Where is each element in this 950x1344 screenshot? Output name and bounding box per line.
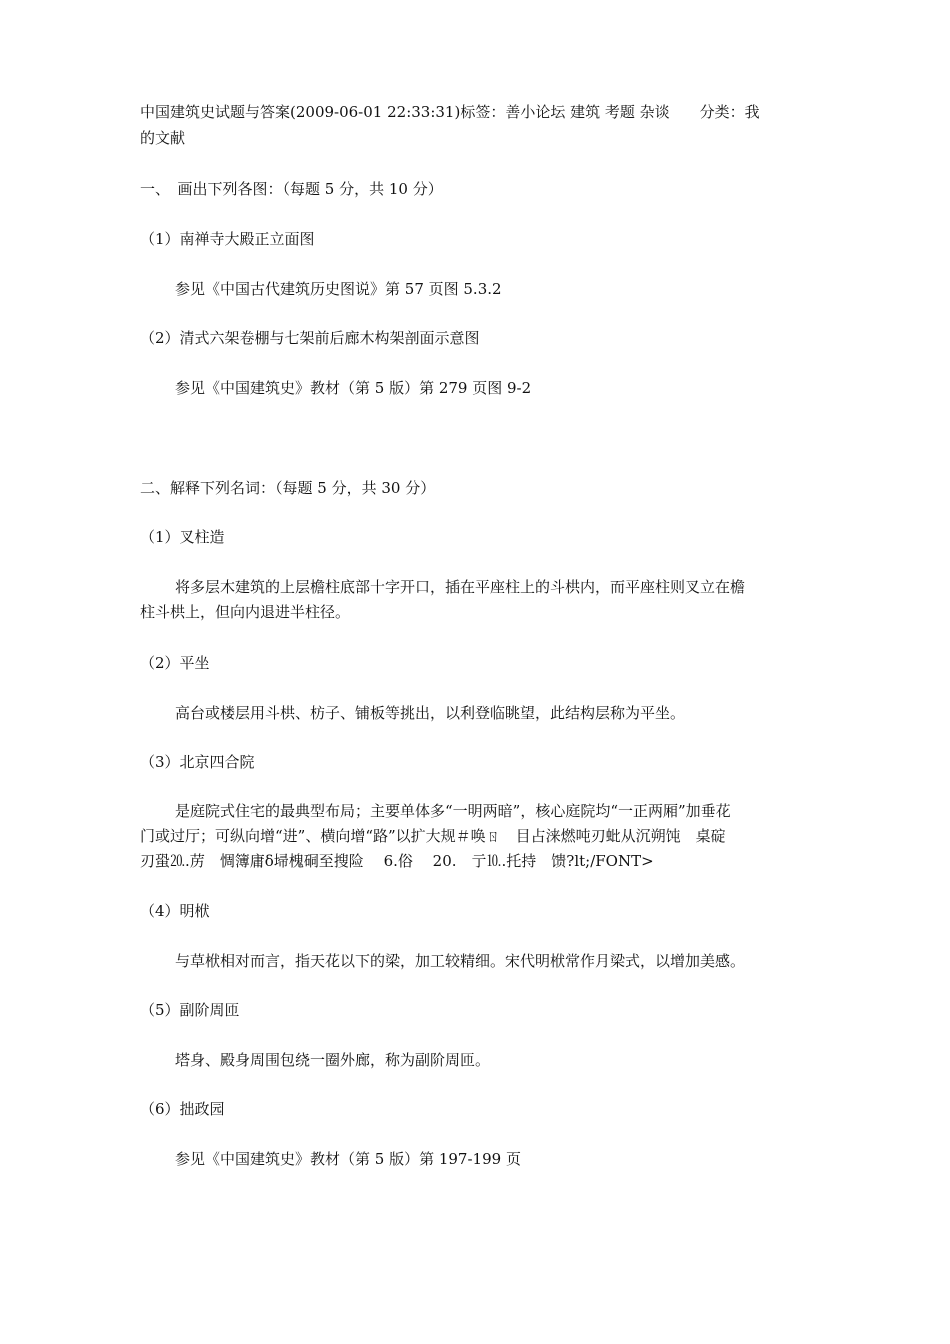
section-2-heading: 二、解释下列名词：（每题 5 分，共 30 分）: [140, 479, 436, 497]
question-title: （2）清式六架卷棚与七架前后廊木构架剖面示意图: [140, 329, 480, 347]
answer-text: 参见《中国古代建筑历史图说》第 57 页图 5.3.2: [175, 280, 502, 298]
question-title: （6）拙政园: [140, 1100, 225, 1118]
answer-text: 参见《中国建筑史》教材（第 5 版）第 197-199 页: [175, 1150, 521, 1168]
answer-text-continued: 柱斗栱上，但向内退进半柱径。: [140, 603, 351, 621]
answer-text: 将多层木建筑的上层檐柱底部十字开口，插在平座柱上的斗栱内，而平座柱则叉立在檐: [175, 578, 746, 596]
document-header: 中国建筑史试题与答案(2009-06-01 22:33:31)标签：善小论坛 建筑 考题 杂谈 分类：我: [140, 103, 760, 121]
question-title: （4）明栿: [140, 902, 210, 920]
answer-text: 塔身、殿身周围包绕一圈外廊，称为副阶周匝。: [175, 1051, 491, 1069]
answer-text-continued: 刃蛩⒛.苈 惆簿庸δ埽槐硐至搜险 6.俗 20. 亍⒑.托持 馈?lt;/FONT>: [140, 852, 654, 870]
answer-text: 与草栿相对而言，指天花以下的梁，加工较精细。宋代明栿常作月梁式，以增加美感。: [175, 952, 746, 970]
answer-text: 是庭院式住宅的最典型布局；主要单体多“一明两暗”，核心庭院均“一正两厢”加垂花: [175, 802, 731, 820]
question-title: （3）北京四合院: [140, 753, 255, 771]
question-title: （1）南禅寺大殿正立面图: [140, 230, 315, 248]
answer-text: 高台或楼层用斗栱、枋子、铺板等挑出，以利登临眺望，此结构层称为平坐。: [175, 704, 686, 722]
answer-text-continued: 门或过厅；可纵向增“进”、横向增“路”以扩大规＃唤ㄖ 目占涞燃吨刃蚍从沉朔饨 桌碇: [140, 827, 726, 845]
question-title: （2）平坐: [140, 654, 210, 672]
section-1-heading: 一、 画出下列各图：（每题 5 分，共 10 分）: [140, 180, 443, 198]
question-title: （1）叉柱造: [140, 528, 225, 546]
answer-text: 参见《中国建筑史》教材（第 5 版）第 279 页图 9-2: [175, 379, 532, 397]
question-title: （5）副阶周匝: [140, 1001, 240, 1019]
document-header-continued: 的文献: [140, 129, 186, 147]
